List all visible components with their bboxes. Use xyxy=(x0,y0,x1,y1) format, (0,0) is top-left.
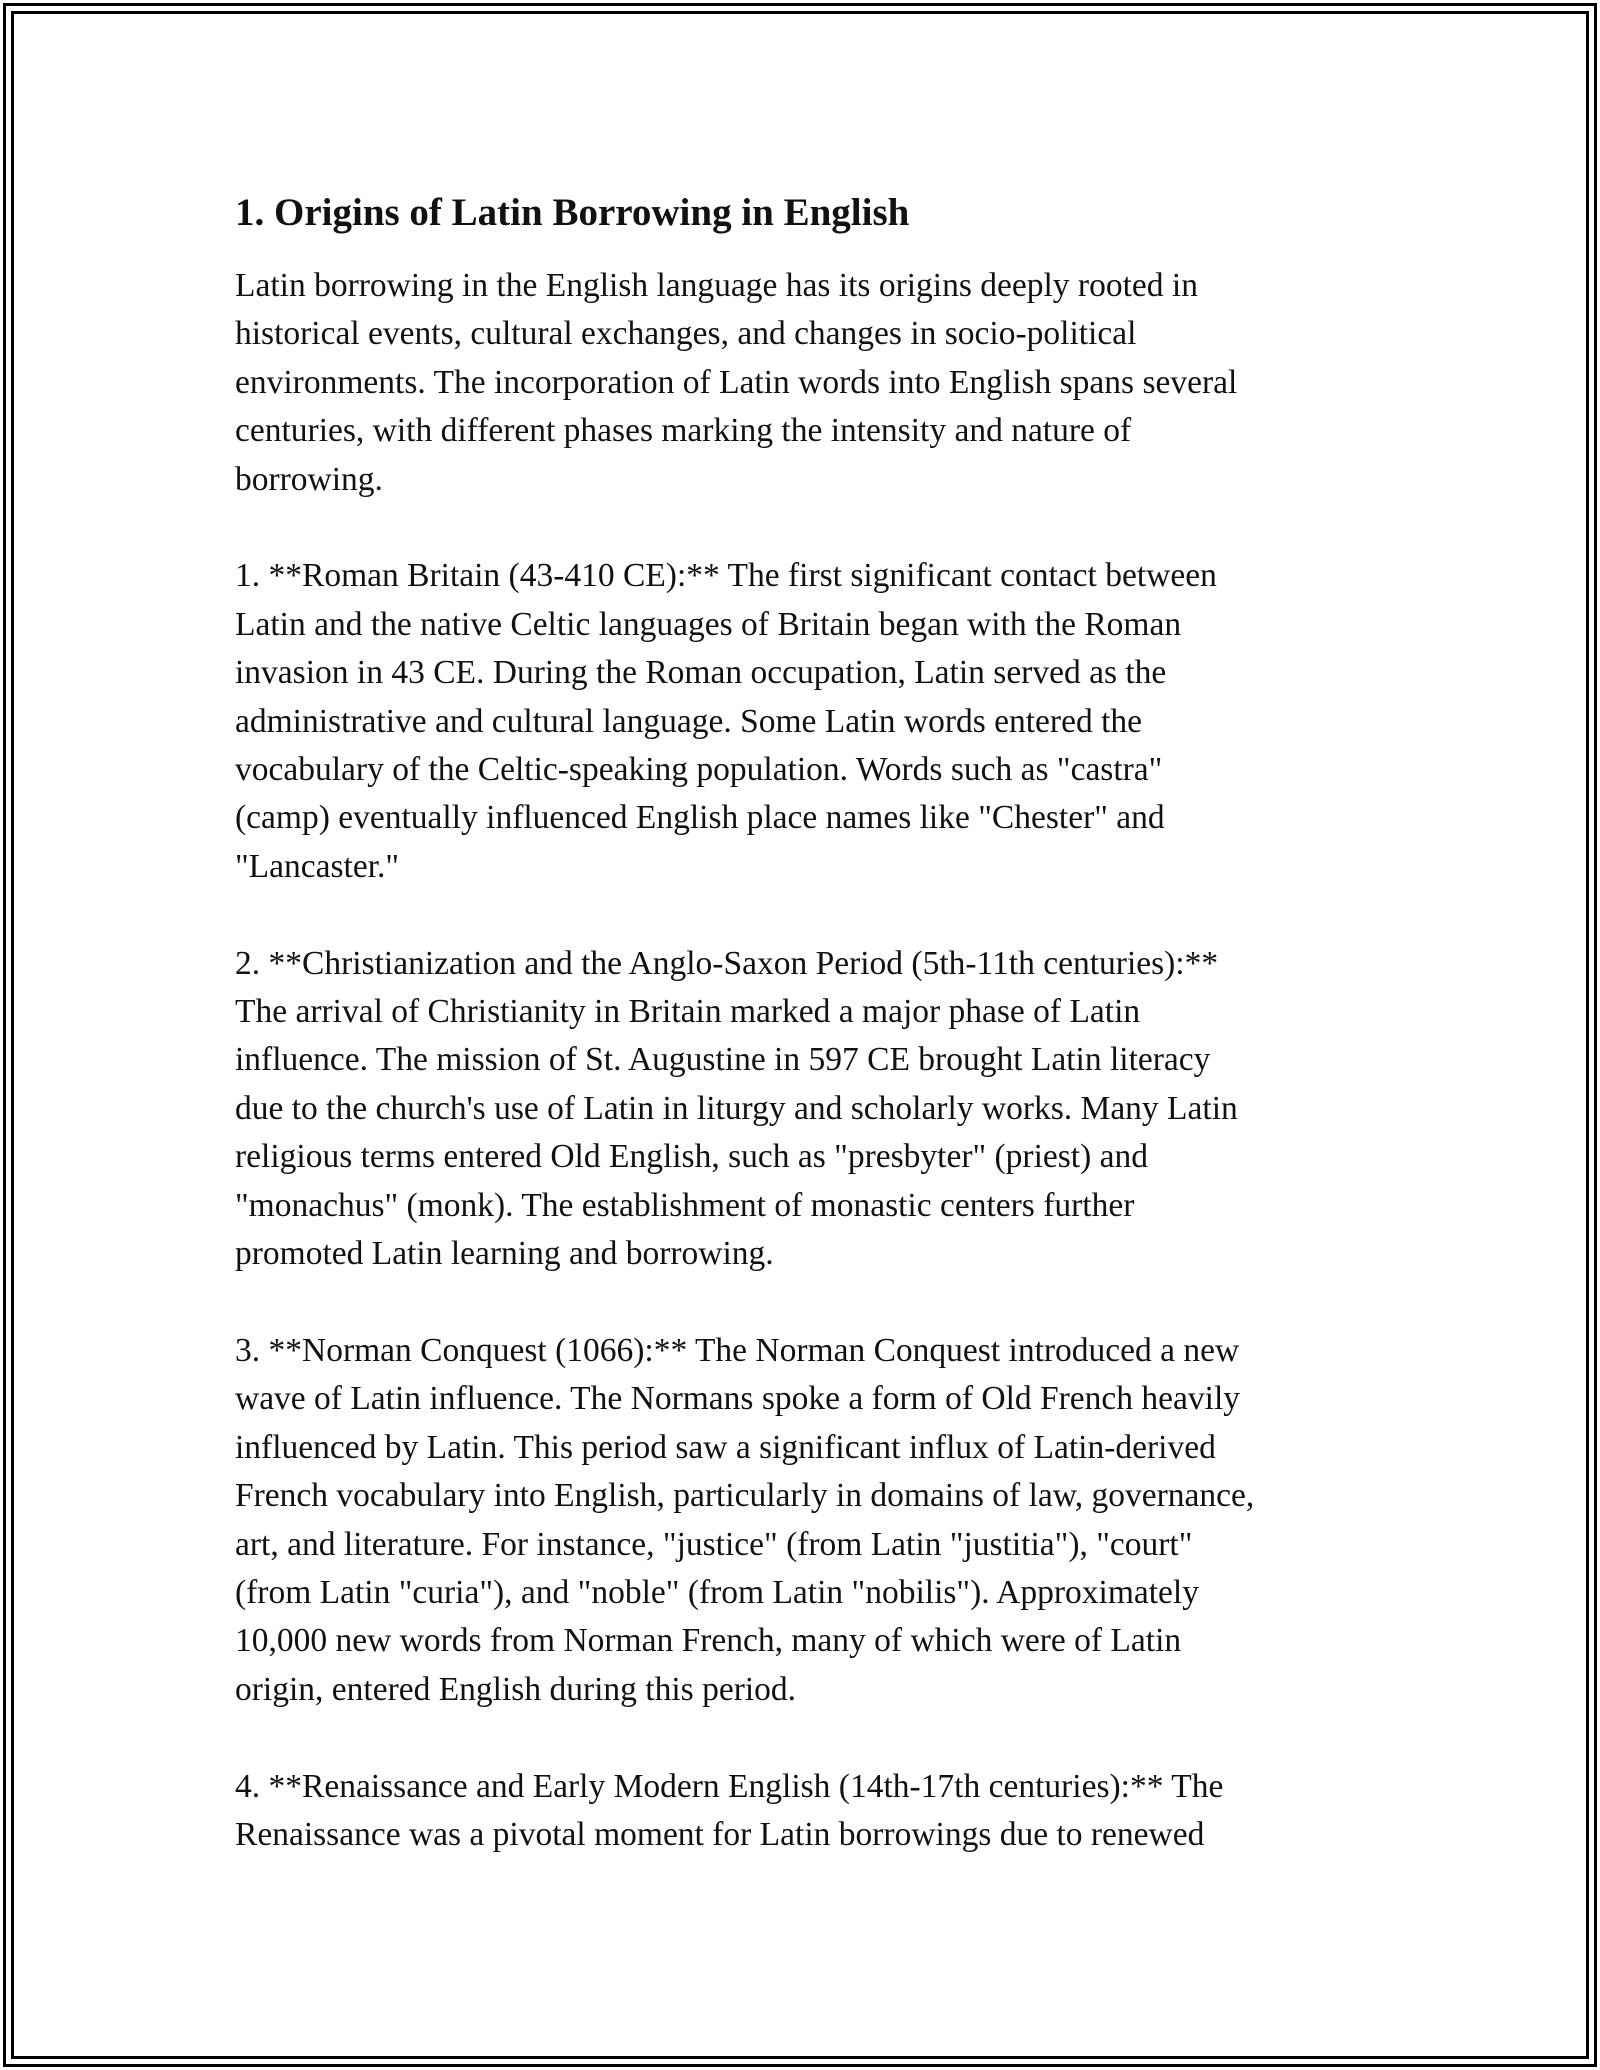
roman-britain-paragraph: 1. **Roman Britain (43-410 CE):** The first significant contact between Latin and the native Celtic languages of Britain began with the Roman invasion in 43 CE. During the Roman occupation, Latin served as the administrative and cultural language. Some Latin words entered the vocabulary of the Celtic-speaking population. Words such as "castra" (camp) eventually influenced English place names like "Chester" and "Lancaster." xyxy=(235,557,1217,885)
document-body xyxy=(235,186,1365,1859)
norman-conquest-paragraph: 3. **Norman Conquest (1066):** The Norman Conquest introduced a new wave of Latin influence. The Normans spoke a form of Old French heavily influenced by Latin. This period saw a significant influx of Latin-derived French vocabulary into English, particularly in domains of law, governance, art, and literature. For instance, "justice" (from Latin "justitia"), "court" (from Latin "curia"), and "noble" (from Latin "nobilis"). Approximately 10,000 new words from Norman French, many of which were of Latin origin, entered English during this period. xyxy=(235,1331,1255,1708)
christianization-paragraph: 2. **Christianization and the Anglo-Saxon Period (5th-11th centuries):** The arrival of Christianity in Britain marked a major phase of Latin influence. The mission of St. Augustine in 597 CE brought Latin literacy due to the church's use of Latin in liturgy and scholarly works. Many Latin religious terms entered Old English, such as "presbyter" (priest) and "monachus" (monk). The establishment of monastic centers further promoted Latin learning and borrowing. xyxy=(235,944,1238,1273)
section-heading: 1. Origins of Latin Borrowing in English xyxy=(235,191,910,234)
intro-paragraph: Latin borrowing in the English language has its origins deeply rooted in historical events, cultural exchanges, and changes in socio-political environments. The incorporation of Latin words into English spans several centuries, with different phases marking the intensity and nature of borrowing. xyxy=(235,267,1238,498)
renaissance-paragraph: 4. **Renaissance and Early Modern English (14th-17th centuries):** The Renaissance was a pivotal moment for Latin borrowings due to renewed xyxy=(235,1767,1224,1853)
